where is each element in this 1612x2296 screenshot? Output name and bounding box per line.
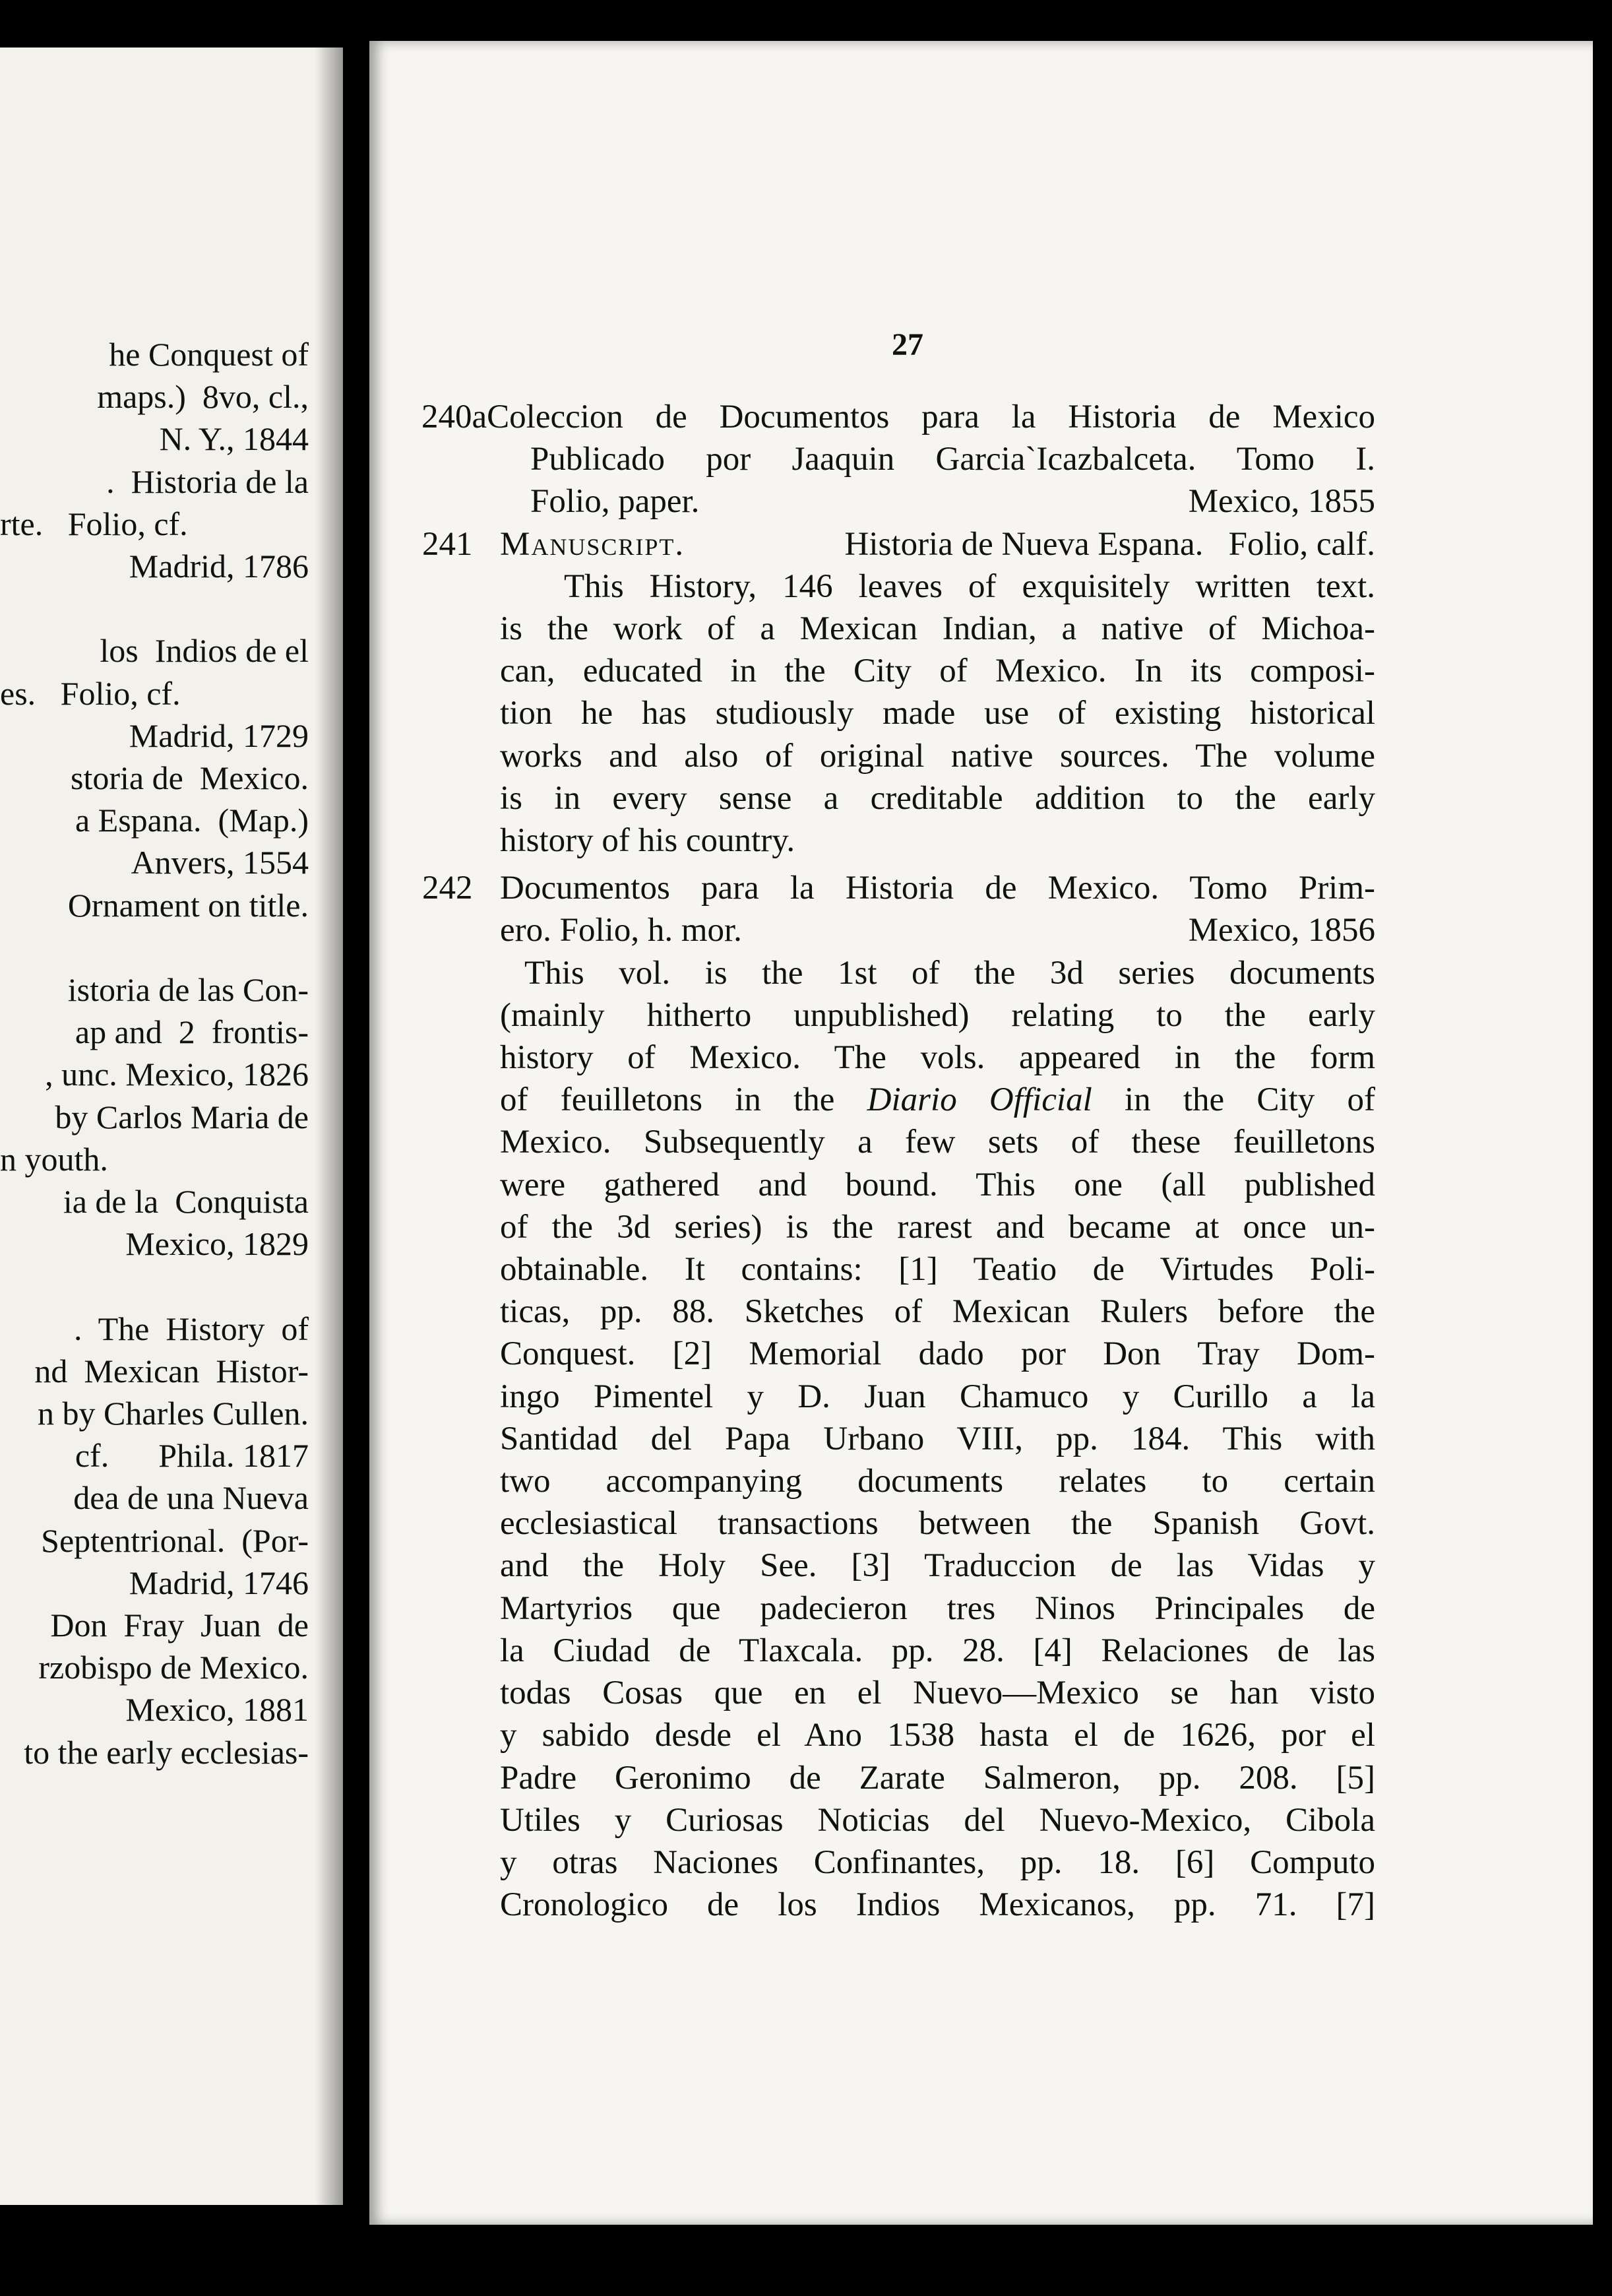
entry-description-line: This History, 146 leaves of exquisitely written text. (564, 567, 1375, 605)
left-page-line: , unc. Mexico, 1826 (45, 1056, 309, 1093)
entry-number: 241 (422, 525, 473, 563)
left-page-line: to the early ecclesias- (24, 1733, 309, 1771)
entry-format: ero. Folio, h. mor. (500, 912, 742, 949)
entry-description (422, 565, 1375, 862)
left-page-line: Anvers, 1554 (131, 844, 309, 881)
left-page-line: n youth. (0, 1140, 108, 1178)
left-page-line: istoria de las Con- (67, 971, 309, 1008)
entry-heading (500, 523, 1375, 565)
italic-title: Diario Official (867, 1081, 1092, 1119)
entry-heading-row (422, 523, 1375, 565)
entry-text-segment: in the City of (1092, 1081, 1375, 1119)
catalog-text-block (422, 396, 1375, 1926)
left-page-line: . The History of (74, 1310, 309, 1347)
entry-description-line: la Ciudad de Tlaxcala. pp. 28. [4] Relaciones de las (500, 1632, 1375, 1669)
entry-line (421, 396, 1375, 438)
left-page-line: n by Charles Cullen. (37, 1395, 309, 1432)
page-number: 27 (892, 327, 923, 362)
entry-description-line: Mexico. Subsequently a few sets of these feuilletons (500, 1124, 1375, 1161)
entry-description-line: can, educated in the City of Mexico. In its composi- (500, 653, 1375, 690)
catalog-entry-240a (421, 396, 1375, 523)
left-facing-page (0, 48, 343, 2205)
entry-description-line: Martyrios que padecieron tres Ninos Principales de (500, 1589, 1375, 1627)
entry-description-line: were gathered and bound. This one (all published (500, 1166, 1375, 1203)
entry-heading-rest: Historia de Nueva Espana. Folio, calf. (828, 525, 1375, 563)
entry-description-line: is the work of a Mexican Indian, a native of Michoa- (500, 610, 1375, 648)
left-page-line: Don Fray Juan de (50, 1607, 309, 1643)
entry-place-date: Mexico, 1855 (1188, 483, 1375, 521)
entry-description-first-line: This vol. is the 1st of the 3d series documents (524, 954, 1375, 992)
entry-number: 240a (421, 399, 487, 435)
entry-title: Coleccion de Documentos para la Historia de Mexico (487, 399, 1375, 435)
entry-description-line: tion he has studiously made use of existing historical (500, 695, 1375, 732)
entry-heading-smallcaps: Manuscript. (500, 525, 685, 563)
entry-description-line: y sabido desde el Ano 1538 hasta el de 1626, por el (500, 1717, 1375, 1754)
catalog-entry-241 (422, 523, 1375, 862)
entry-description-line: of the 3d series) is the rarest and became at once un- (500, 1208, 1375, 1246)
entry-description-line: history of his country. (500, 822, 795, 860)
left-page-line: storia de Mexico. (70, 759, 309, 796)
entry-text-segment: of feuilletons in the (500, 1081, 867, 1119)
book-gutter-shadow (315, 48, 368, 2205)
entry-description-line: obtainable. It contains: [1] Teatio de Virtudes Poli- (500, 1251, 1375, 1289)
entry-description-line: (mainly hitherto unpublished) relating to the early (500, 996, 1375, 1034)
entry-description-line: works and also of original native sources. The volume (500, 737, 1375, 775)
entry-description-line (422, 1079, 1375, 1121)
entry-description-line: ingo Pimentel y D. Juan Chamuco y Curillo a la (500, 1378, 1375, 1415)
entry-heading-row (422, 867, 1375, 909)
left-page-line: . Historia de la (106, 462, 309, 500)
entry-description-line: two accompanying documents relates to certain (500, 1463, 1375, 1500)
entry-description-line: ecclesiastical transactions between the Spanish Govt. (500, 1505, 1375, 1543)
left-page-line: Madrid, 1786 (129, 548, 309, 585)
entry-description (422, 994, 1375, 1926)
entry-description-line: Utiles y Curiosas Noticias del Nuevo-Mexico, Cibola (500, 1801, 1375, 1839)
left-page-line: es. Folio, cf. (0, 674, 181, 712)
entry-description-line: Santidad del Papa Urbano VIII, pp. 184. This with (500, 1420, 1375, 1457)
left-page-line: ap and 2 frontis- (75, 1013, 309, 1051)
left-page-line: nd Mexican Histor- (34, 1352, 309, 1389)
left-page-line: cf. Phila. 1817 (75, 1437, 309, 1475)
left-page-line: Mexico, 1881 (125, 1691, 309, 1729)
left-page-line: ia de la Conquista (63, 1183, 309, 1220)
entry-description-line: Conquest. [2] Memorial dado por Don Tray Dom- (500, 1335, 1375, 1373)
left-page-line: by Carlos Maria de (55, 1098, 309, 1135)
entry-title: Documentos para la Historia de Mexico. Tomo Prim- (500, 870, 1375, 907)
left-page-line: rte. Folio, cf. (0, 505, 188, 542)
entry-description-line: todas Cosas que en el Nuevo—Mexico se han visto (500, 1674, 1375, 1712)
entry-description-line: y otras Naciones Confinantes, pp. 18. [6] Computo (500, 1843, 1375, 1881)
entry-description-line: Padre Geronimo de Zarate Salmeron, pp. 208. [5] (500, 1759, 1375, 1797)
left-page-line: Ornament on title. (67, 886, 309, 924)
left-page-line: Madrid, 1729 (129, 717, 309, 754)
entry-description-line: ticas, pp. 88. Sketches of Mexican Rulers before the (500, 1293, 1375, 1331)
entry-format: Folio, paper. (530, 483, 700, 521)
left-page-line: a Espana. (Map.) (75, 802, 309, 839)
left-page-line: he Conquest of (109, 336, 309, 373)
entry-place-date: Mexico, 1856 (1188, 912, 1375, 949)
entry-imprint-row (421, 480, 1375, 523)
catalog-entry-242 (422, 867, 1375, 1926)
left-page-line: los Indios de el (100, 632, 309, 670)
entry-description-line: is in every sense a creditable addition to the early (500, 779, 1375, 817)
entry-imprint-row (422, 909, 1375, 951)
entry-description-line: Cronologico de los Indios Mexicanos, pp. 71. [7] (500, 1886, 1375, 1924)
entry-number: 242 (422, 870, 473, 907)
entry-description-line: history of Mexico. The vols. appeared in the form (500, 1039, 1375, 1077)
left-page-line: Mexico, 1829 (125, 1225, 309, 1263)
left-page-line: N. Y., 1844 (159, 420, 309, 458)
left-page-line: rzobispo de Mexico. (38, 1649, 309, 1686)
left-page-line: Septentrional. (Por- (41, 1521, 309, 1559)
entry-line: Publicado por Jaaquin Garcia`Icazbalceta. Tomo I. (530, 441, 1375, 478)
left-page-line: maps.) 8vo, cl., (97, 378, 309, 416)
left-page-line: Madrid, 1746 (129, 1564, 309, 1601)
entry-description-line: and the Holy See. [3] Traduccion de las Vidas y (500, 1547, 1375, 1585)
left-page-line: dea de una Nueva (73, 1479, 309, 1517)
